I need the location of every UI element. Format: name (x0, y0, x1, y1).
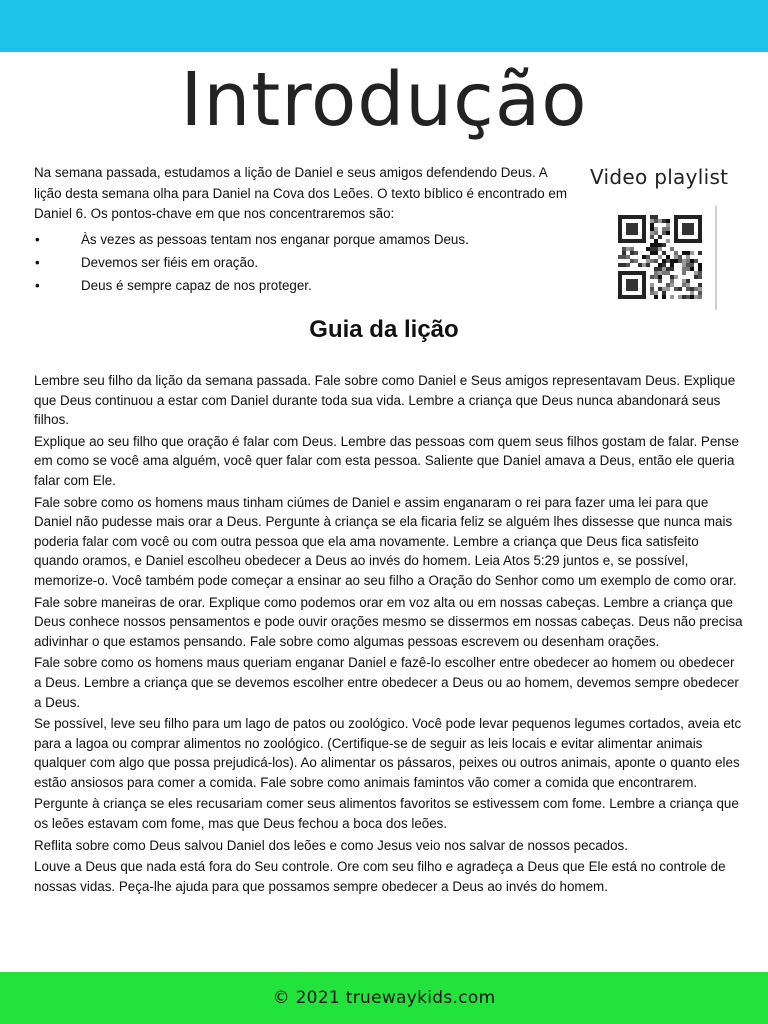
top-banner (0, 0, 768, 52)
list-item (34, 228, 574, 251)
key-points-list (34, 228, 574, 297)
intro-section (34, 163, 574, 297)
lesson-guide (34, 371, 744, 898)
guide-paragraph: Pergunte à criança se eles recusariam comer seus alimentos favoritos se estivessem com fome. Lembre a criança que os leões estavam com fome, mas que Deus fechou a boca dos leões. (34, 796, 739, 832)
guide-paragraph: Explique ao seu filho que oração é falar com Deus. Lembre das pessoas com quem seus filhos gostam de falar. Pense em como se você ama alguém, você quer falar com esta pessoa. Saliente que Daniel amava a Deus, então ele queria falar com Ele. (34, 433, 739, 488)
bullet-text: Deus é sempre capaz de nos proteger. (81, 277, 312, 293)
video-playlist-label: Video playlist (590, 165, 729, 189)
bullet-text: Às vezes as pessoas tentam nos enganar porque amamos Deus. (81, 231, 469, 247)
guide-paragraph: Louve a Deus que nada está fora do Seu controle. Ore com seu filho e agradeça a Deus que Ele está no controle de nossas vidas. Peça-lhe ajuda para que possamos sempre obedecer a Deus ao invés do homem. (34, 859, 726, 894)
qr-code-icon[interactable] (618, 215, 702, 299)
bullet-text: Devemos ser fiéis em oração. (81, 254, 259, 270)
bullet-icon: • (35, 254, 40, 270)
guide-paragraph: Lembre seu filho da lição da semana passada. Fale sobre como Daniel e Seus amigos representavam Deus. Explique que Deus continuou a estar com Daniel durante toda sua vida. Lembre a criança que Deus nunca abandonará seus filhos. (34, 373, 736, 428)
guide-paragraph: Fale sobre como os homens maus tinham ciúmes de Daniel e assim enganaram o rei para fazer uma lei para que Daniel não pudesse mais orar a Deus. Pergunte à criança se ela ficaria feliz se alguém lhes dissesse que nunca mais poderia falar com você ou com outra pessoa que ela ama novamente. Lembre a criança que Deus fica satisfeito quando oramos, e Daniel escolheu obedecer a Deus ao invés do homem. Leia Atos 5:29 juntos e, se possível, memorize-o. Você também pode começar a ensinar ao seu filho a Oração do Senhor como um exemplo de como orar. (34, 494, 737, 588)
bullet-icon: • (35, 277, 40, 293)
divider (715, 206, 717, 310)
page-title: Introdução (180, 57, 588, 143)
guide-paragraph: Fale sobre maneiras de orar. Explique como podemos orar em voz alta ou em nossas cabeças. Lembre a criança que Deus conhece nossos pensamentos e pode ouvir orações mesmo se dissermos em nossas cabeças. Deus não precisa adivinhar o que estamos pensando. Fale sobre como algumas pessoas escrevem ou desenham orações. (34, 594, 743, 649)
guide-paragraph: Fale sobre como os homens maus queriam enganar Daniel e fazê-lo escolher entre obedecer ao homem ou obedecer a Deus. Lembre a criança que se devemos escolher entre obedecer a Deus ou ao homem, devemos sempre obedecer a Deus. (34, 655, 739, 710)
bullet-icon: • (35, 231, 40, 247)
guide-paragraph: Reflita sobre como Deus salvou Daniel dos leões e como Jesus veio nos salvar de nossos pecados. (34, 837, 628, 853)
footer-banner (0, 972, 768, 1024)
copyright-text[interactable]: © 2021 truewaykids.com (272, 988, 496, 1008)
list-item (34, 251, 574, 274)
list-item (34, 274, 574, 297)
intro-paragraph: Na semana passada, estudamos a lição de Daniel e seus amigos defendendo Deus. A lição desta semana olha para Daniel na Cova dos Leões. O texto bíblico é encontrado em Daniel 6. Os pontos-chave em que nos concentraremos são: (34, 165, 567, 221)
guide-paragraph: Se possível, leve seu filho para um lago de patos ou zoológico. Você pode levar pequenos legumes cortados, aveia etc para a lagoa ou comprar alimentos no zoológico. (Certifique-se de seguir as leis locais e evitar alimentar animais qualquer com algo que possa prejudicá-los). Ao alimentar os pássaros, peixes ou outros animais, aponte o quanto eles estão ansiosos para comer a comida. Fale sobre como animais famintos vão comer a comida que encontrarem. (34, 716, 742, 790)
section-title: Guia da lição (309, 316, 459, 343)
